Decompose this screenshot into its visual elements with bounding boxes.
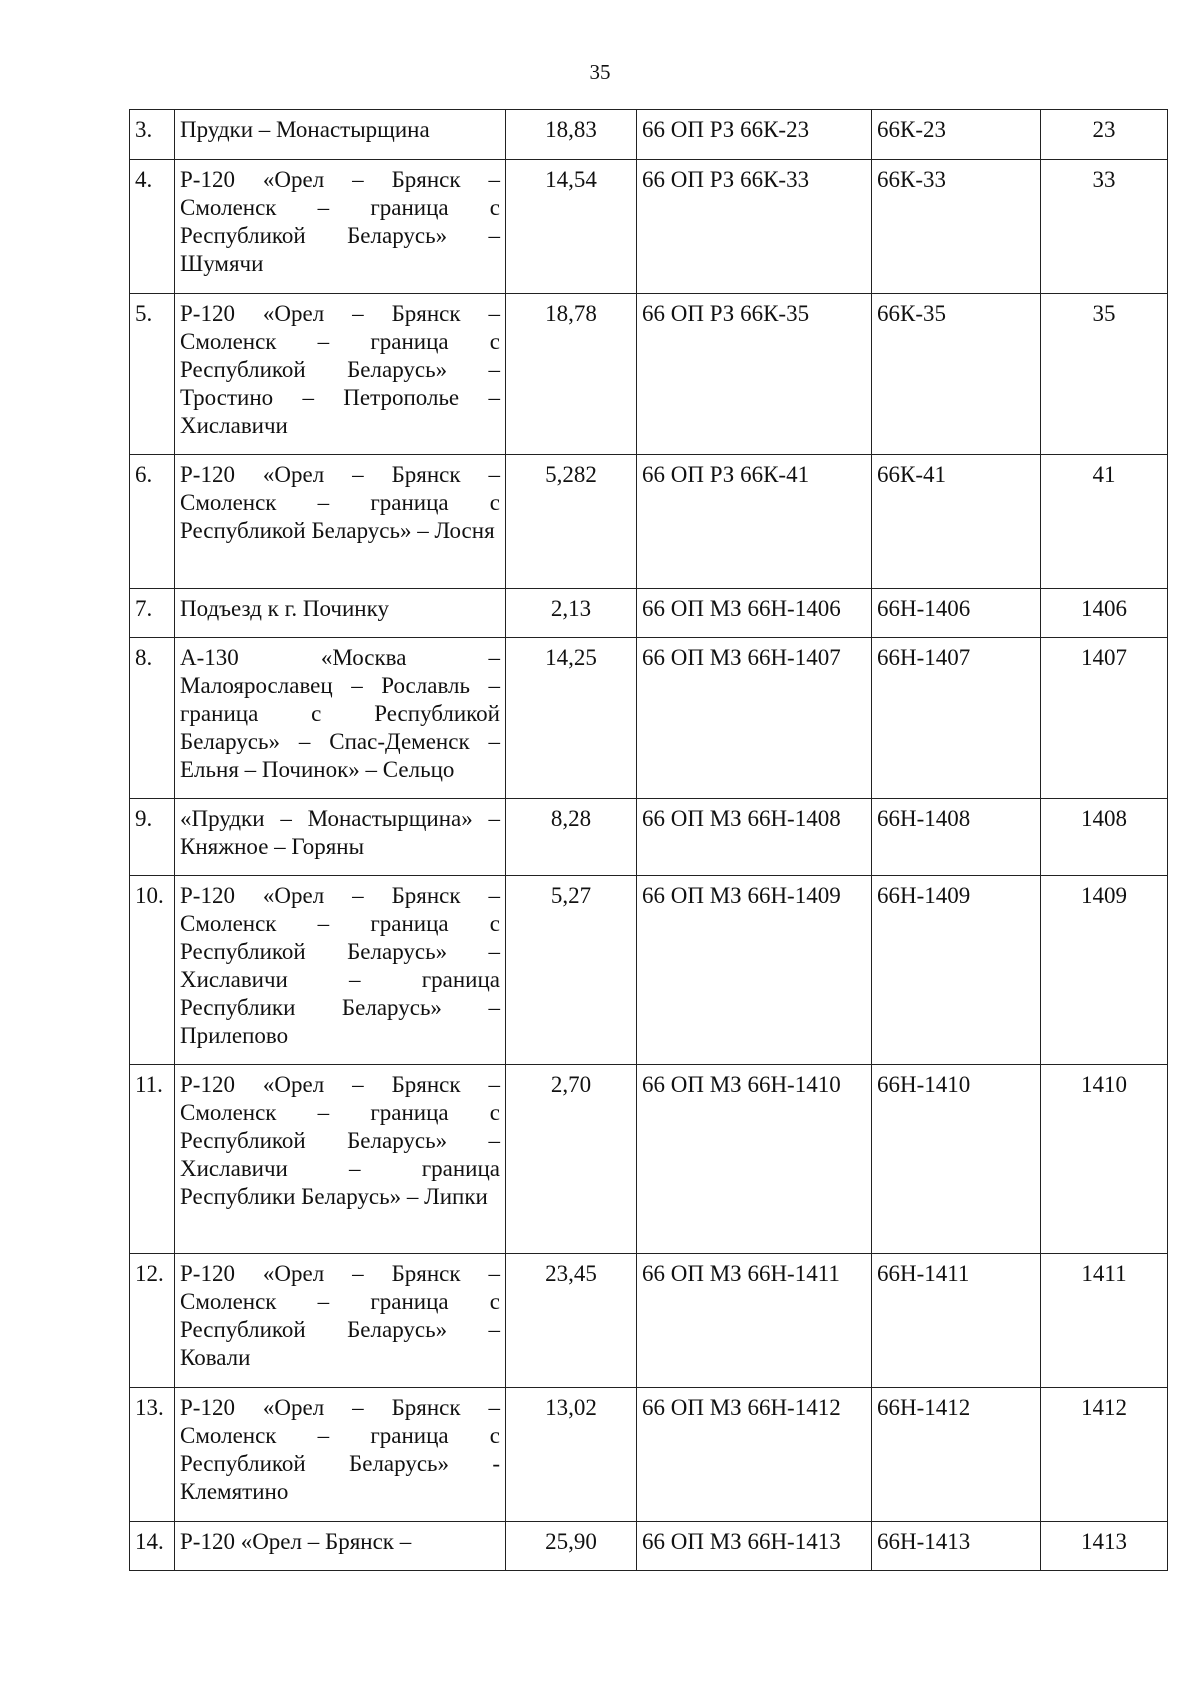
table-row <box>130 160 1168 294</box>
road-name: Р-120 «Орел – Брянск – Смоленск – граница с Республикой Беларусь» – Шумячи <box>175 160 506 294</box>
road-name: Прудки – Монастырщина <box>175 110 506 160</box>
table-row <box>130 455 1168 589</box>
road-length: 5,27 <box>506 876 637 1065</box>
roads-table <box>129 109 1168 1571</box>
road-code: 66Н-1411 <box>872 1254 1041 1388</box>
road-length: 14,54 <box>506 160 637 294</box>
road-short-number: 1412 <box>1041 1388 1168 1522</box>
road-identifier: 66 ОП МЗ 66Н-1413 <box>637 1522 872 1571</box>
road-short-number: 1409 <box>1041 876 1168 1065</box>
road-name: Р-120 «Орел – Брянск – <box>175 1522 506 1571</box>
row-number: 5. <box>130 294 175 455</box>
road-short-number: 1407 <box>1041 638 1168 799</box>
road-identifier: 66 ОП МЗ 66Н-1408 <box>637 799 872 876</box>
table-row <box>130 110 1168 160</box>
road-length: 18,83 <box>506 110 637 160</box>
road-length: 18,78 <box>506 294 637 455</box>
row-number: 8. <box>130 638 175 799</box>
road-name: Р-120 «Орел – Брянск – Смоленск – граница с Республикой Беларусь» – Тростино – Петрополье – Хиславичи <box>175 294 506 455</box>
row-number: 7. <box>130 589 175 638</box>
road-identifier: 66 ОП РЗ 66К-35 <box>637 294 872 455</box>
row-number: 12. <box>130 1254 175 1388</box>
table-row <box>130 638 1168 799</box>
road-length: 23,45 <box>506 1254 637 1388</box>
table-row <box>130 1522 1168 1571</box>
road-identifier: 66 ОП РЗ 66К-23 <box>637 110 872 160</box>
row-number: 11. <box>130 1065 175 1254</box>
road-identifier: 66 ОП МЗ 66Н-1412 <box>637 1388 872 1522</box>
road-short-number: 1410 <box>1041 1065 1168 1254</box>
table-row <box>130 294 1168 455</box>
road-short-number: 33 <box>1041 160 1168 294</box>
road-identifier: 66 ОП МЗ 66Н-1407 <box>637 638 872 799</box>
road-identifier: 66 ОП МЗ 66Н-1409 <box>637 876 872 1065</box>
table-row <box>130 799 1168 876</box>
road-length: 25,90 <box>506 1522 637 1571</box>
road-short-number: 1413 <box>1041 1522 1168 1571</box>
table-row <box>130 1254 1168 1388</box>
row-number: 14. <box>130 1522 175 1571</box>
road-name: Подъезд к г. Починку <box>175 589 506 638</box>
road-length: 14,25 <box>506 638 637 799</box>
road-code: 66К-35 <box>872 294 1041 455</box>
road-identifier: 66 ОП РЗ 66К-33 <box>637 160 872 294</box>
road-code: 66Н-1410 <box>872 1065 1041 1254</box>
table-row <box>130 1388 1168 1522</box>
road-identifier: 66 ОП МЗ 66Н-1410 <box>637 1065 872 1254</box>
road-code: 66К-33 <box>872 160 1041 294</box>
row-number: 10. <box>130 876 175 1065</box>
road-short-number: 41 <box>1041 455 1168 589</box>
road-code: 66Н-1413 <box>872 1522 1041 1571</box>
table-row <box>130 876 1168 1065</box>
road-short-number: 1406 <box>1041 589 1168 638</box>
road-code: 66Н-1409 <box>872 876 1041 1065</box>
road-code: 66Н-1408 <box>872 799 1041 876</box>
row-number: 4. <box>130 160 175 294</box>
road-length: 13,02 <box>506 1388 637 1522</box>
road-code: 66Н-1406 <box>872 589 1041 638</box>
row-number: 13. <box>130 1388 175 1522</box>
road-length: 2,13 <box>506 589 637 638</box>
road-short-number: 23 <box>1041 110 1168 160</box>
road-name: А-130 «Москва – Малоярославец – Рославль – граница с Республикой Беларусь» – Спас-Деменск – Ельня – Починок» – Сельцо <box>175 638 506 799</box>
road-name: Р-120 «Орел – Брянск – Смоленск – граница с Республикой Беларусь» – Хиславичи – граница Республики Беларусь» – Прилепово <box>175 876 506 1065</box>
road-length: 8,28 <box>506 799 637 876</box>
road-code: 66К-41 <box>872 455 1041 589</box>
road-identifier: 66 ОП РЗ 66К-41 <box>637 455 872 589</box>
table-row <box>130 1065 1168 1254</box>
row-number: 6. <box>130 455 175 589</box>
road-identifier: 66 ОП МЗ 66Н-1411 <box>637 1254 872 1388</box>
road-identifier: 66 ОП МЗ 66Н-1406 <box>637 589 872 638</box>
road-code: 66Н-1407 <box>872 638 1041 799</box>
road-name: «Прудки – Монастырщина» – Княжное – Горяны <box>175 799 506 876</box>
road-code: 66К-23 <box>872 110 1041 160</box>
road-name: Р-120 «Орел – Брянск – Смоленск – граница с Республикой Беларусь» - Клемятино <box>175 1388 506 1522</box>
road-short-number: 1408 <box>1041 799 1168 876</box>
road-length: 2,70 <box>506 1065 637 1254</box>
road-short-number: 1411 <box>1041 1254 1168 1388</box>
road-code: 66Н-1412 <box>872 1388 1041 1522</box>
road-name: Р-120 «Орел – Брянск – Смоленск – граница с Республикой Беларусь» – Ковали <box>175 1254 506 1388</box>
row-number: 9. <box>130 799 175 876</box>
road-name: Р-120 «Орел – Брянск – Смоленск – граница с Республикой Беларусь» – Лосня <box>175 455 506 589</box>
row-number: 3. <box>130 110 175 160</box>
road-short-number: 35 <box>1041 294 1168 455</box>
page-number: 35 <box>589 60 611 84</box>
road-name: Р-120 «Орел – Брянск – Смоленск – граница с Республикой Беларусь» – Хиславичи – граница Республики Беларусь» – Липки <box>175 1065 506 1254</box>
road-length: 5,282 <box>506 455 637 589</box>
table-row <box>130 589 1168 638</box>
